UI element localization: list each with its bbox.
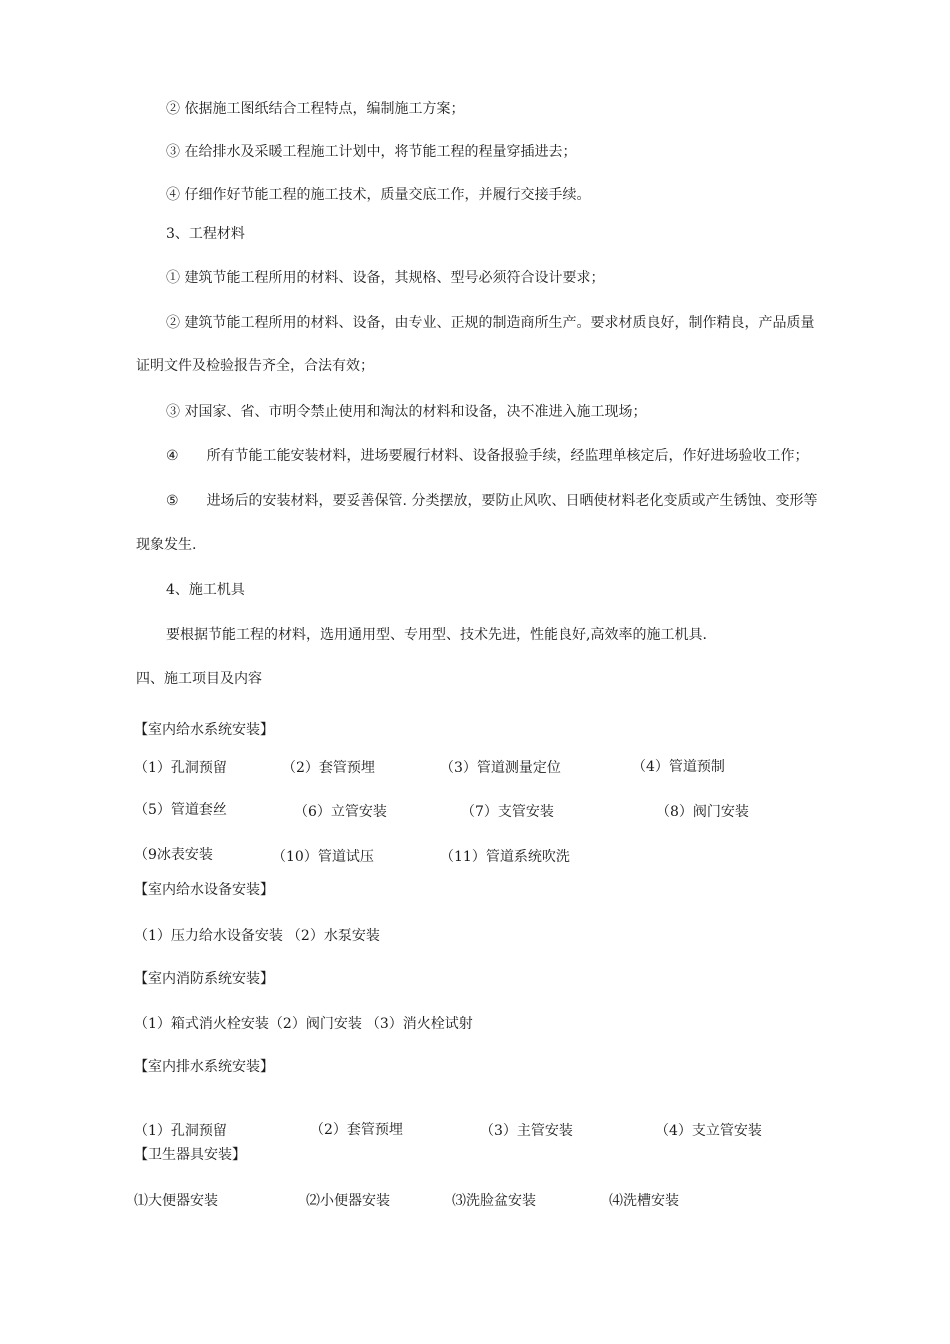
list-item: （2）套管预埋 — [310, 1122, 403, 1138]
list-item: （6）立管安装 — [294, 804, 387, 820]
water-equipment-items — [134, 927, 380, 945]
sec3-item-5 — [166, 492, 817, 510]
fire-items — [134, 1015, 473, 1033]
sec3-heading: 3、工程材料 — [166, 226, 245, 242]
drainage-title: 【室内排水系统安装】 — [134, 1059, 274, 1075]
sec2-item-2: ② 依据施工图纸结合工程特点，编制施工方案； — [166, 101, 465, 117]
list-item: （1）压力给水设备安装 — [134, 928, 283, 944]
list-item: （3）消火栓试射 — [365, 1016, 473, 1032]
part4-heading: 四、施工项目及内容 — [136, 671, 262, 687]
list-item: （4）支立管安装 — [655, 1123, 762, 1139]
sec2-item-4: ④ 仔细作好节能工程的施工技术，质量交底工作，并履行交接手续。 — [166, 187, 591, 203]
list-item: ⑴大便器安装 — [134, 1193, 218, 1209]
sec2-item-3: ③ 在给排水及采暖工程施工计划中，将节能工程的程量穿插进去； — [166, 144, 577, 160]
list-item: ⑷洗槽安装 — [609, 1193, 679, 1209]
list-item: （5）管道套丝 — [134, 802, 227, 818]
water-equipment-title: 【室内给水设备安装】 — [134, 882, 274, 898]
water-supply-title: 【室内给水系统安装】 — [134, 722, 274, 738]
sec4-text: 要根据节能工程的材料，选用通用型、专用型、技术先进，性能良好,高效率的施工机具. — [166, 627, 707, 643]
sec3-item-5-line2: 现象发生. — [136, 537, 197, 553]
list-item: （3）主管安装 — [480, 1123, 573, 1139]
item-text: 进场后的安装材料，要妥善保管. 分类摆放，要防止风吹、日晒使材料老化变质或产生锈蚀、变形等 — [206, 493, 818, 509]
item-text: 所有节能工能安装材料，进场要履行材料、设备报验手续，经监理单核定后，作好进场验收工作； — [206, 448, 809, 464]
item-number: ⑤ — [166, 493, 179, 509]
sec4-heading: 4、施工机具 — [166, 582, 245, 598]
sec3-item-1: ① 建筑节能工程所用的材料、设备，其规格、型号必须符合设计要求； — [166, 270, 605, 286]
list-item: （1）孔洞预留 — [134, 760, 227, 776]
list-item: （7）支管安装 — [461, 804, 554, 820]
list-item: （3）管道测量定位 — [440, 760, 561, 776]
list-item: （1）箱式消火栓安装 — [134, 1016, 269, 1032]
list-item: ⑶洗脸盆安装 — [452, 1193, 536, 1209]
list-item: ⑵小便器安装 — [306, 1193, 390, 1209]
sanitary-title: 【卫生器具安装】 — [134, 1147, 246, 1163]
list-item: （4）管道预制 — [632, 759, 725, 775]
fire-title: 【室内消防系统安装】 — [134, 971, 274, 987]
list-item: （2）阀门安装 — [268, 1016, 362, 1032]
sec3-item-3: ③ 对国家、省、市明令禁止使用和淘汰的材料和设备，决不准进入施工现场； — [166, 404, 647, 420]
list-item: （9冰表安装 — [134, 847, 213, 863]
list-item: （2）水泵安装 — [286, 928, 380, 944]
list-item: （8）阀门安装 — [656, 804, 749, 820]
list-item: （2）套管预埋 — [282, 760, 375, 776]
sec3-item-2-line1: ② 建筑节能工程所用的材料、设备，由专业、正规的制造商所生产。要求材质良好，制作精良，产品质量 — [166, 315, 815, 331]
sec3-item-4 — [166, 447, 809, 465]
list-item: （10）管道试压 — [272, 849, 374, 865]
sec3-item-2-line2: 证明文件及检验报告齐全，合法有效； — [136, 358, 374, 374]
list-item: （1）孔洞预留 — [134, 1123, 227, 1139]
list-item: （11）管道系统吹洗 — [440, 849, 570, 865]
item-number: ④ — [166, 448, 179, 464]
